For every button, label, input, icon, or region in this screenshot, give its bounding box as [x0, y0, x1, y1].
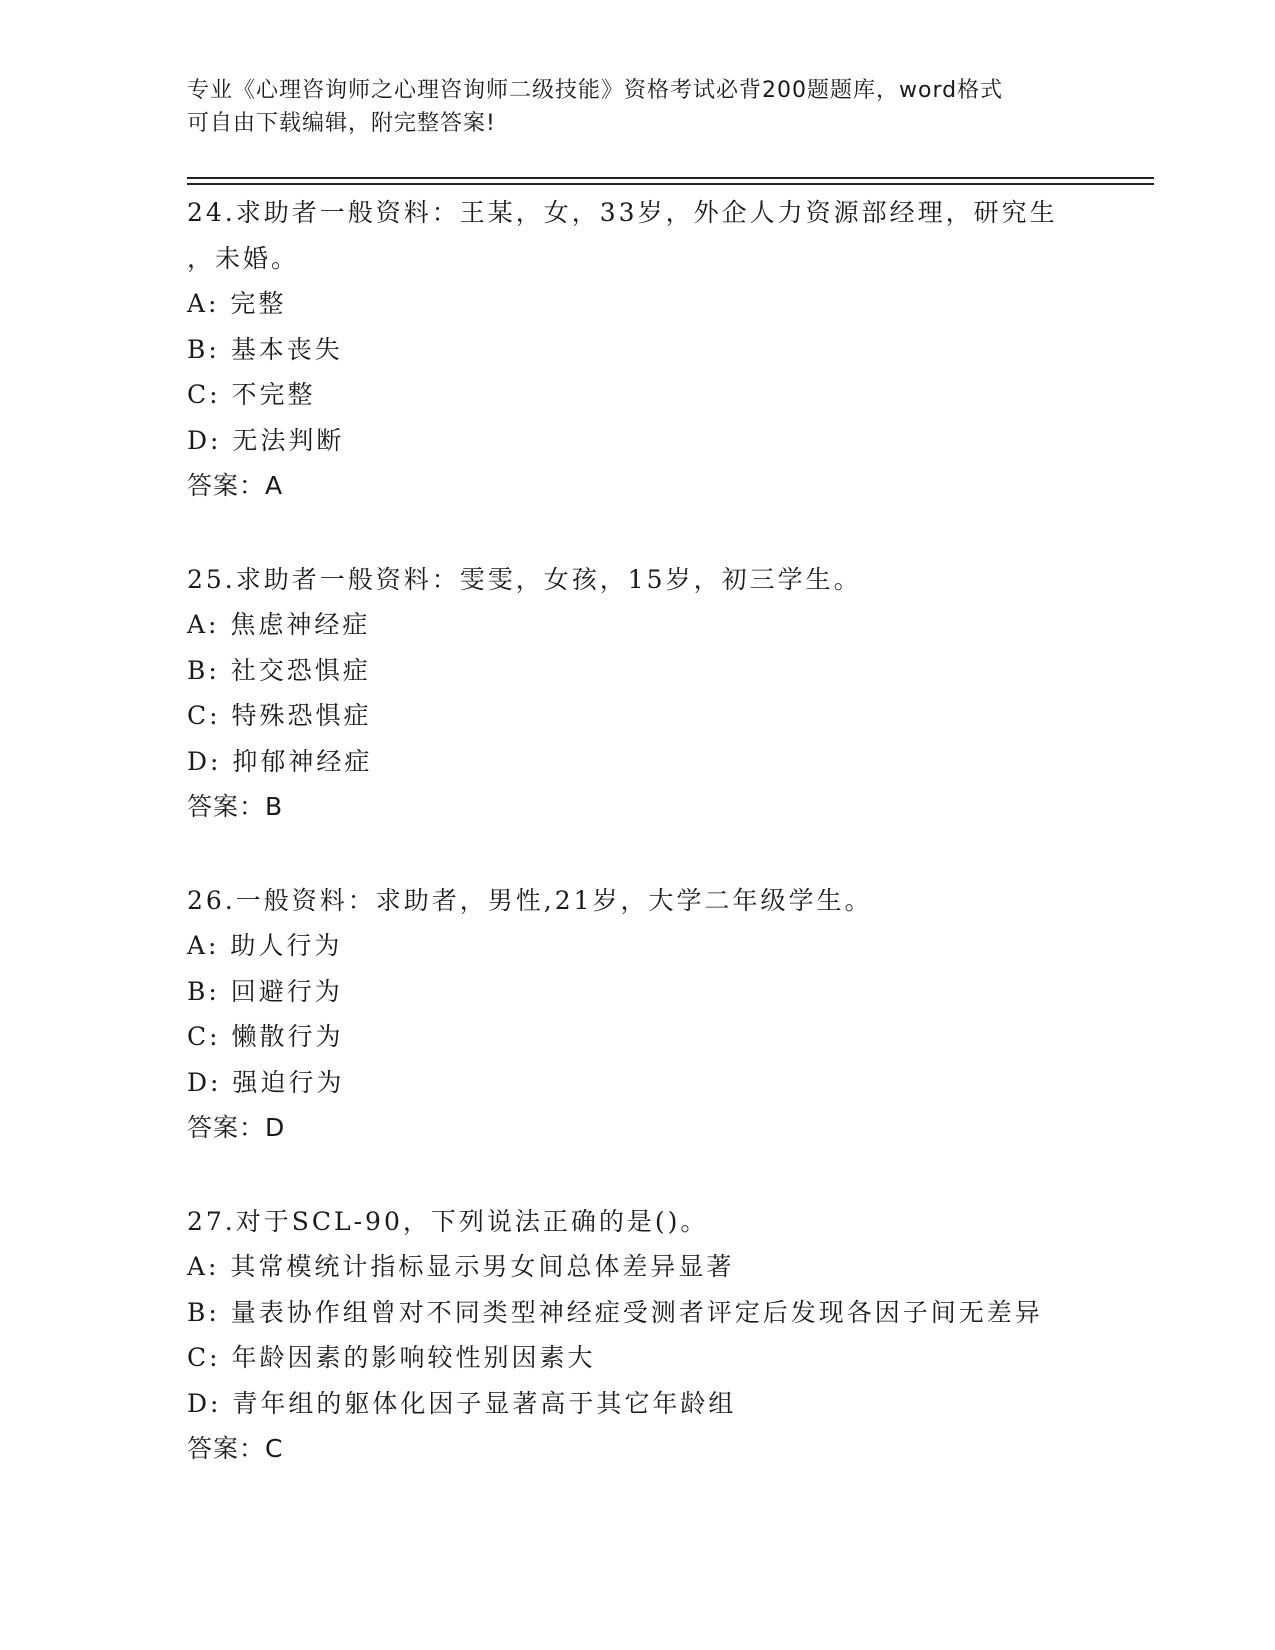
- question-24: [187, 190, 1127, 509]
- option-c: C: 不完整: [187, 380, 316, 409]
- option-b: B: 回避行为: [187, 976, 343, 1006]
- answer-line: 答案：D: [187, 1113, 286, 1142]
- question-25: [187, 557, 1127, 830]
- option-d: D: 无法判断: [187, 425, 345, 455]
- question-stem: 24.求助者一般资料：王某，女，33岁，外企人力资源部经理，研究生: [187, 198, 1058, 227]
- header-divider-bottom: [187, 183, 1154, 185]
- question-stem-continued: ，未婚。: [187, 243, 300, 273]
- answer-line: 答案：C: [187, 1434, 284, 1463]
- question-stem: 27.对于SCL-90，下列说法正确的是()。: [187, 1206, 709, 1236]
- question-list: [187, 190, 1127, 1520]
- option-a: A: 助人行为: [187, 931, 343, 960]
- question-27: [187, 1199, 1127, 1472]
- question-stem: 26.一般资料：求助者，男性,21岁，大学二年级学生。: [187, 885, 873, 915]
- option-d: D: 强迫行为: [187, 1067, 345, 1097]
- document-header: [187, 74, 1067, 140]
- option-a: A: 完整: [187, 289, 287, 318]
- answer-line: 答案：A: [187, 471, 284, 500]
- option-b: B: 基本丧失: [187, 334, 343, 364]
- option-d: D: 青年组的躯体化因子显著高于其它年龄组: [187, 1388, 737, 1418]
- answer-line: 答案：B: [187, 792, 284, 821]
- option-c: C: 特殊恐惧症: [187, 701, 372, 730]
- header-line-2: 可自由下载编辑，附完整答案!: [187, 111, 496, 136]
- header-line-1: 专业《心理咨询师之心理咨询师二级技能》资格考试必背200题题库，word格式: [187, 78, 1004, 103]
- option-d: D: 抑郁神经症: [187, 746, 373, 776]
- question-stem: 25.求助者一般资料：雯雯，女孩，15岁，初三学生。: [187, 564, 862, 594]
- option-a: A: 焦虑神经症: [187, 610, 371, 639]
- option-c: C: 年龄因素的影响较性别因素大: [187, 1343, 596, 1372]
- header-divider-top: [187, 177, 1154, 179]
- option-b: B: 社交恐惧症: [187, 655, 371, 685]
- option-b: B: 量表协作组曾对不同类型神经症受测者评定后发现各因子间无差异: [187, 1297, 1043, 1327]
- option-a: A: 其常模统计指标显示男女间总体差异显著: [187, 1252, 735, 1281]
- question-26: [187, 878, 1127, 1151]
- option-c: C: 懒散行为: [187, 1022, 344, 1051]
